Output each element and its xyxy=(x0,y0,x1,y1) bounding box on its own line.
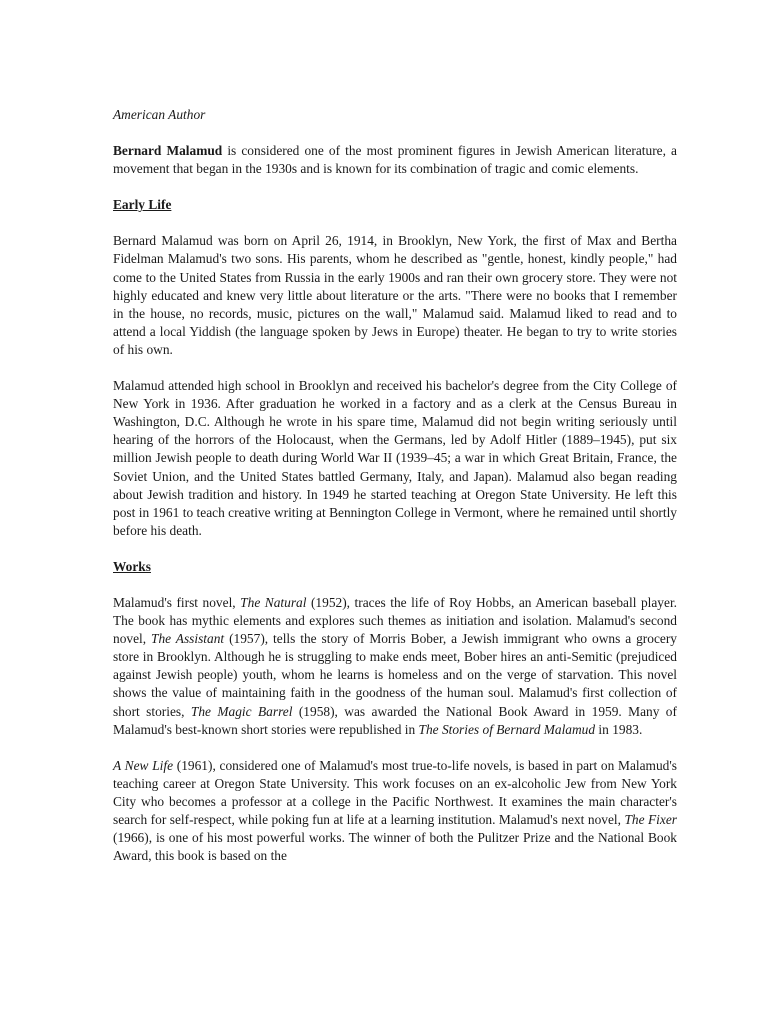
intro-paragraph xyxy=(113,142,677,178)
early-life-heading: Early Life xyxy=(113,197,172,213)
document-page xyxy=(113,106,677,883)
text-segment: (1961), considered one of Malamud's most true-to-life novels, is based in part on Malamud's teaching career at Oregon State University. This work focuses on an ex-alcoholic Jew from New York City who becomes a professor at a college in the Pacific Northwest. It examines the main character's search for self-respect, while poking fun at life at a learning institution. Malamud's next novel, xyxy=(113,757,677,827)
book-title-the-magic-barrel: The Magic Barrel xyxy=(190,703,293,719)
works-paragraph-2 xyxy=(113,757,677,866)
book-title-the-natural: The Natural xyxy=(240,594,307,610)
book-title-the-fixer: The Fixer xyxy=(624,812,678,827)
early-life-paragraph-1: Bernard Malamud was born on April 26, 1914, in Brooklyn, New York, the first of Max and Bertha Fidelman Malamud's two sons. His parents, whom he described as "gentle, honest, kindly people," had come to the United States from Russia in the early 1900s and ran their own grocery store. They were not highly educated and knew very little about literature or the arts. "There were no books that I remember in the house, no records, music, pictures on the wall," Malamud said. Malamud liked to read and to attend a local Yiddish (the language spoken by Jews in Europe) theater. He began to try to write stories of his own. xyxy=(113,233,677,357)
early-life-paragraph-2: Malamud attended high school in Brooklyn and received his bachelor's degree from the City College of New York in 1936. After graduation he worked in a factory and as a clerk at the Census Bureau in Washington, D.C. Although he wrote in his spare time, Malamud did not begin writing seriously until hearing of the horrors of the Holocaust, when the Germans, led by Adolf Hitler (1889–1945), put six million Jewish people to death during World War II (1939–45; a war in which Great Britain, France, the Soviet Union, and the United States battled Germany, Italy, and Japan). Malamud also began reading about Jewish tradition and history. In 1949 he started teaching at Oregon State University. He left this post in 1961 to teach creative writing at Bennington College in Vermont, where he remained until shortly before his death. xyxy=(113,378,677,538)
document-subtitle: American Author xyxy=(113,107,206,122)
book-title-stories-of-bernard-malamud: The Stories of Bernard Malamud xyxy=(418,721,596,737)
text-segment: in 1983. xyxy=(595,721,643,737)
text-segment: (1958), was awarded the National Book Award in 1959. Many of Malamud's best-known short stories were republished in xyxy=(113,703,677,737)
text-segment: Malamud's first novel, xyxy=(113,594,241,610)
text-segment: (1957), tells the story of Morris Bober, a Jewish immigrant who owns a grocery store in Brooklyn. Although he is struggling to make ends meet, Bober hires an anti-Semitic (prejudiced against Jewish people) youth, whom he learns is homeless and on the verge of starvation. This novel shows the value of maintaining faith in the goodness of the human soul. Malamud's first collection of short stories, xyxy=(113,631,677,719)
works-paragraph-1 xyxy=(113,594,677,739)
book-title-a-new-life: A New Life xyxy=(113,757,174,773)
intro-text: is considered one of the most prominent figures in Jewish American literature, a movement that began in the 1930s and is known for its combination of tragic and comic elements. xyxy=(113,143,678,177)
text-segment: (1952), traces the life of Roy Hobbs, an American baseball player. The book has mythic elements and explores such themes as initiation and isolation. Malamud's second novel, xyxy=(113,594,678,647)
text-segment: (1966), is one of his most powerful works. The winner of both the Pulitzer Prize and the National Book Award, this book is based on the xyxy=(113,830,677,864)
works-heading: Works xyxy=(113,558,151,574)
author-name: Bernard Malamud xyxy=(113,143,223,159)
book-title-the-assistant: The Assistant xyxy=(151,631,225,647)
